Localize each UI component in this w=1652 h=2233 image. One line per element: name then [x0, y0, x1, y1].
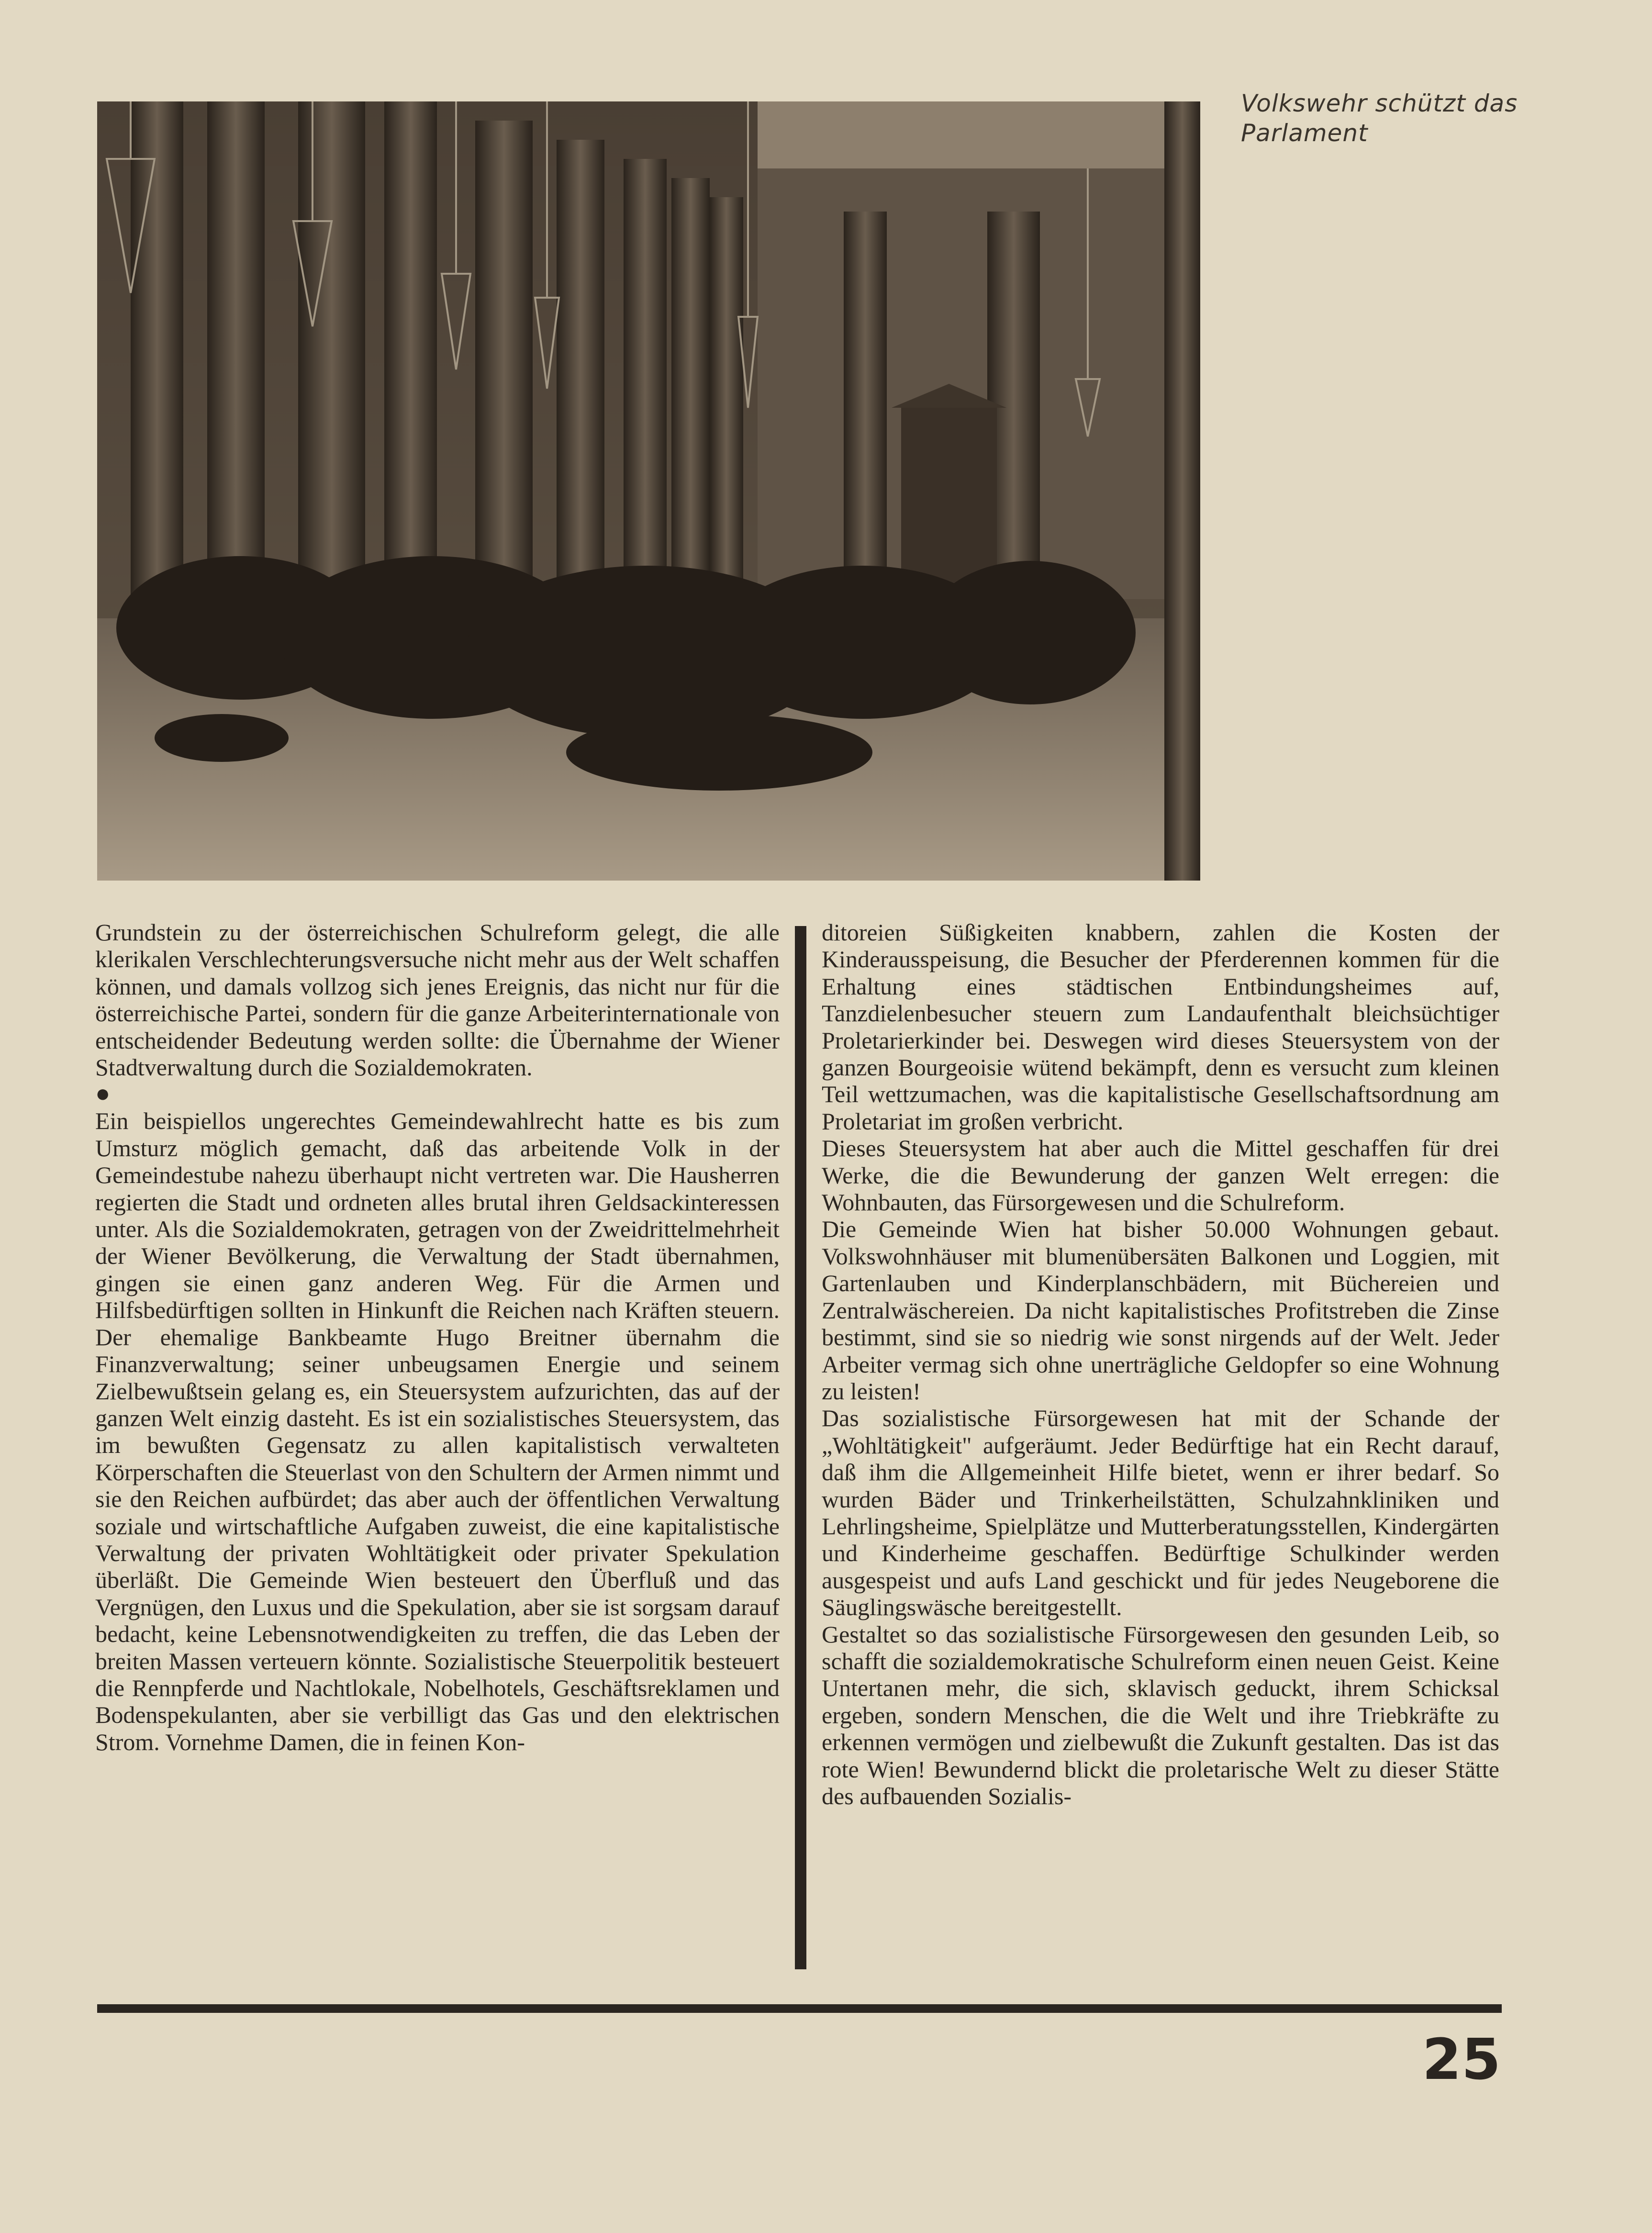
column-divider [795, 926, 806, 1969]
right-paragraph-5: Gestaltet so das sozialistische Fürsorgewesen den gesunden Leib, so schafft die sozialdemokratische Schulreform einen neuen Geist. Keine Untertanen mehr, die sich, sklavisch geduckt, ihrem Schicksal ergeben, sondern Menschen, die die Welt und ihre Triebkräfte zu erkennen vermögen und zielbewußt die Zukunft gestalten. Das ist das rote Wien! Bewundernd blickt die proletarische Welt zu dieser Stätte des aufbauenden Sozialis- [822, 1620, 1499, 1809]
left-paragraph-1: Grundstein zu der österreichischen Schulreform gelegt, die alle klerikalen Verschlechterungsversuche nicht mehr aus der Welt schaffen können, und damals vollzog sich jenes Ereignis, das nicht nur für die österreichische Partei, sondern für die ganze Arbeiterinternationale von entscheidender Bedeutung werden sollte: die Übernahme der Wiener Stadtverwaltung durch die Sozialdemokraten. [95, 919, 780, 1081]
right-paragraph-3: Die Gemeinde Wien hat bisher 50.000 Wohnungen gebaut. Volkswohnhäuser mit blumenübersäten Balkonen und Loggien, mit Gartenlauben und Kinderplanschbädern, mit Büchereien und Zentralwäschereien. Da nicht kapitalistisches Profitstreben die Zinse bestimmt, sind sie so niedrig wie sonst nirgends auf der Welt. Jeder Arbeiter vermag sich ohne unerträgliche Geldopfer so eine Wohnung zu leisten! [822, 1216, 1499, 1405]
section-bullet: ● [95, 1080, 111, 1108]
left-paragraph-2: Ein beispiellos ungerechtes Gemeindewahlrecht hatte es bis zum Umsturz möglich gemacht, daß das arbeitende Volk in der Gemeindestube nahezu überhaupt nicht vertreten war. Die Hausherren regierten die Stadt und ordneten alles brutal ihren Geldsackinteressen unter. Als die Sozialdemokraten, getragen von der Zweidrittelmehrheit der Wiener Bevölkerung, die Verwaltung der Stadt übernahmen, gingen sie einen ganz anderen Weg. Für die Armen und Hilfsbedürftigen sollten in Hinkunft die Reichen nach Kräften steuern. Der ehemalige Bankbeamte Hugo Breitner übernahm die Finanzverwaltung; seiner unbeugsamen Energie und seinem Zielbewußtsein gelang es, ein Steuersystem aufzurichten, das auf der ganzen Welt einzig dasteht. Es ist ein sozialistisches Steuersystem, das im bewußten Gegensatz zu allen kapitalistisch verwalteten Körperschaften die Steuerlast von den Schultern der Armen nimmt und sie den Reichen aufbürdet; das aber auch der öffentlichen Verwaltung soziale und wirtschaftliche Aufgaben zuweist, die eine kapitalistische Verwaltung der privaten Wohltätigkeit oder privater Spekulation überläßt. Die Gemeinde Wien besteuert den Überfluß und das Vergnügen, den Luxus und die Spekulation, aber sie ist sorgsam darauf bedacht, keine Lebensnotwendigkeiten zu treffen, die das Leben der breiten Massen verteuern könnte. Sozialistische Steuerpolitik besteuert die Rennpferde und Nachtlokale, Nobelhotels, Geschäftsreklamen und Bodenspekulanten, aber sie verbilligt das Gas und den elektrischen Strom. Vornehme Damen, die in feinen Kon- [95, 1107, 780, 1755]
right-paragraph-2: Dieses Steuersystem hat aber auch die Mittel geschaffen für drei Werke, die die Bewunderung der ganzen Welt erregen: die Wohnbauten, das Fürsorgewesen und die Schulreform. [822, 1135, 1499, 1216]
photo-caption: Volkswehr schützt das Parlament [1241, 89, 1518, 147]
parliament-hall-image [97, 101, 1200, 881]
right-paragraph-1: ditoreien Süßigkeiten knabbern, zahlen die Kosten der Kinderausspeisung, die Besucher der Pferderennen kommen für die Erhaltung eines städtischen Entbindungsheimes auf, Tanzdielenbesucher steuern zum Landaufenthalt bleichsüchtiger Proletarierkinder bei. Deswegen wird dieses Steuersystem von der ganzen Bourgeoisie wütend bekämpft, denn es versucht zum kleinen Teil wettzumachen, was die kapitalistische Gesellschaftsordnung am Proletariat im großen verbricht. [822, 919, 1499, 1135]
page-number: 25 [1422, 2026, 1501, 2092]
article-right-column [822, 919, 1499, 1809]
article-left-column [95, 919, 780, 1755]
parliament-hall-photo [97, 101, 1200, 881]
right-paragraph-4: Das sozialistische Fürsorgewesen hat mit der Schande der „Wohltätigkeit" aufgeräumt. Jeder Bedürftige hat ein Recht darauf, daß ihm die Allgemeinheit Hilfe bietet, wenn er ihrer bedarf. So wurden Bäder und Trinkerheilstätten, Schulzahnkliniken und Lehrlingsheime, Spielplätze und Mutterberatungsstellen, Kindergärten und Kinderheime geschaffen. Bedürftige Schulkinder werden ausgespeist und aufs Land geschickt und für jedes Neugeborene die Säuglingswäsche bereitgestellt. [822, 1405, 1499, 1621]
bottom-rule [97, 2004, 1502, 2013]
